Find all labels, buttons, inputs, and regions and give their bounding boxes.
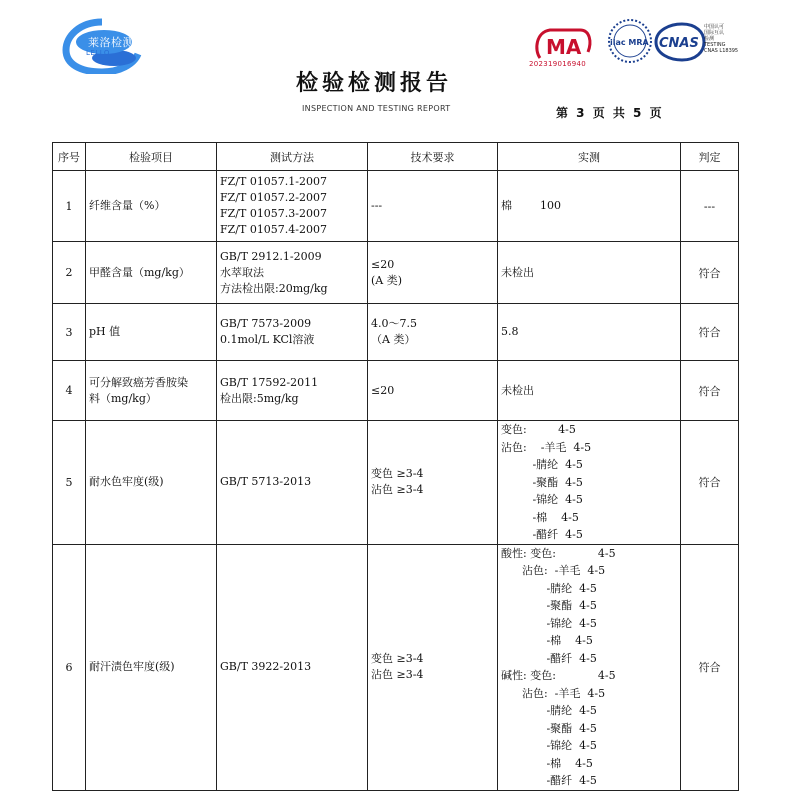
result-line: -腈纶 4-5 — [501, 458, 583, 471]
row-item — [86, 544, 217, 790]
row-verdict: --- — [681, 171, 739, 242]
result-line: 沾色: -羊毛 4-5 — [501, 564, 606, 577]
requirement-line: 4.0～7.5 — [371, 317, 417, 330]
row-item — [86, 421, 217, 545]
cnas-caption-line: 检测 — [704, 36, 715, 42]
result-line: 棉 100 — [501, 199, 561, 212]
requirement-line: --- — [371, 199, 383, 212]
item-line: 纤维含量（%） — [89, 199, 166, 212]
logo-subtext: LELLO — [86, 49, 110, 57]
header-method: 测试方法 — [217, 143, 368, 171]
cnas-text: CNAS — [659, 36, 699, 51]
row-item — [86, 304, 217, 361]
row-verdict: 符合 — [681, 421, 739, 545]
item-line: 耐水色牢度(级) — [89, 475, 164, 489]
row-result — [498, 171, 681, 242]
result-line: 5.8 — [501, 325, 519, 338]
method-line: GB/T 5713-2013 — [220, 475, 312, 489]
row-method — [217, 361, 368, 421]
row-verdict: 符合 — [681, 544, 739, 790]
result-line: -锦纶 4-5 — [501, 493, 583, 506]
method-line: 方法检出限:20mg/kg — [220, 281, 328, 295]
row-method — [217, 242, 368, 304]
report-subtitle: INSPECTION AND TESTING REPORT — [302, 104, 451, 113]
row-verdict: 符合 — [681, 304, 739, 361]
cnas-caption — [704, 24, 752, 54]
row-method — [217, 171, 368, 242]
table-row — [53, 171, 739, 242]
cnas-caption-line: 中国认可 — [704, 24, 725, 30]
method-line: GB/T 2912.1-2009 — [220, 249, 322, 263]
method-line: GB/T 17592-2011 — [220, 375, 319, 389]
result-line: 变色: 4-5 — [501, 423, 576, 436]
result-line: -醋纤 4-5 — [501, 528, 583, 541]
report-table — [52, 142, 739, 791]
row-result — [498, 361, 681, 421]
row-verdict: 符合 — [681, 242, 739, 304]
table-header-row — [53, 143, 739, 171]
ilac-mra-mark — [604, 18, 656, 64]
header-no: 序号 — [53, 143, 86, 171]
row-requirement — [368, 171, 498, 242]
cnas-caption-line: CNAS L18395 — [704, 48, 739, 54]
header-verdict: 判定 — [681, 143, 739, 171]
row-requirement — [368, 304, 498, 361]
row-no: 4 — [53, 361, 86, 421]
row-no: 1 — [53, 171, 86, 242]
result-line: -腈纶 4-5 — [501, 581, 597, 595]
row-no: 3 — [53, 304, 86, 361]
row-result — [498, 304, 681, 361]
method-line: GB/T 3922-2013 — [220, 660, 312, 673]
result-line: -腈纶 4-5 — [501, 704, 597, 717]
logo-text: 莱洛检测 — [88, 36, 134, 49]
table-row — [53, 421, 739, 545]
method-line: GB/T 7573-2009 — [220, 317, 312, 330]
table-row — [53, 304, 739, 361]
ilac-text: ilac MRA — [610, 38, 649, 47]
result-line: -棉 4-5 — [501, 510, 579, 524]
row-method — [217, 304, 368, 361]
row-verdict: 符合 — [681, 361, 739, 421]
row-no: 5 — [53, 421, 86, 545]
requirement-line: ≤20 — [371, 257, 395, 271]
row-item — [86, 171, 217, 242]
requirement-line: ≤20 — [371, 383, 395, 397]
method-line: 0.1mol/L KCl溶液 — [220, 333, 315, 346]
item-line: pH 值 — [89, 325, 121, 338]
requirement-line: (A 类) — [371, 273, 403, 287]
method-line: FZ/T 01057.1-2007 — [220, 175, 328, 188]
table-row — [53, 544, 739, 790]
table-row — [53, 361, 739, 421]
row-result — [498, 242, 681, 304]
row-no: 6 — [53, 544, 86, 790]
result-line: 碱性: 变色: 4-5 — [501, 669, 616, 682]
row-method — [217, 421, 368, 545]
result-line: -聚酯 4-5 — [501, 475, 583, 489]
method-line: FZ/T 01057.2-2007 — [220, 191, 328, 204]
row-method — [217, 544, 368, 790]
result-line: 沾色: -羊毛 4-5 — [501, 440, 592, 454]
requirement-line: 沾色 ≥3-4 — [371, 483, 424, 497]
row-requirement — [368, 421, 498, 545]
table-row — [53, 242, 739, 304]
report-title: 检验检测报告 — [296, 71, 453, 96]
item-line: 可分解致癌芳香胺染 — [89, 375, 188, 389]
row-requirement — [368, 242, 498, 304]
page-number: 第 3 页 共 5 页 — [556, 106, 664, 120]
row-requirement — [368, 361, 498, 421]
cnas-caption-line: TESTING — [704, 42, 726, 48]
row-no: 2 — [53, 242, 86, 304]
result-line: -锦纶 4-5 — [501, 739, 597, 752]
result-line: 未检出 — [501, 265, 534, 279]
header-result: 实测 — [498, 143, 681, 171]
result-line: -锦纶 4-5 — [501, 616, 597, 630]
requirement-line: 变色 ≥3-4 — [371, 467, 424, 481]
cnas-caption-line: 国际互认 — [704, 30, 725, 36]
cnas-mark — [652, 22, 708, 62]
requirement-line: 沾色 ≥3-4 — [371, 668, 424, 681]
row-item — [86, 242, 217, 304]
result-line: -聚酯 4-5 — [501, 599, 597, 612]
row-result — [498, 421, 681, 545]
cma-text: MA — [546, 35, 582, 59]
item-line: 甲醛含量（mg/kg） — [89, 265, 190, 279]
result-line: 酸性: 变色: 4-5 — [501, 546, 616, 560]
row-result — [498, 544, 681, 790]
cma-number: 202319016940 — [529, 60, 587, 68]
header-requirement: 技术要求 — [368, 143, 498, 171]
row-item — [86, 361, 217, 421]
requirement-line: 变色 ≥3-4 — [371, 652, 424, 665]
result-line: -棉 4-5 — [501, 634, 593, 647]
result-line: -棉 4-5 — [501, 756, 593, 770]
method-line: 检出限:5mg/kg — [220, 391, 299, 405]
result-line: -醋纤 4-5 — [501, 651, 597, 665]
method-line: FZ/T 01057.4-2007 — [220, 223, 328, 236]
item-line: 耐汗渍色牢度(级) — [89, 660, 175, 673]
requirement-line: （A 类） — [371, 333, 416, 346]
header-item: 检验项目 — [86, 143, 217, 171]
result-line: 未检出 — [501, 383, 534, 397]
result-line: -聚酯 4-5 — [501, 721, 597, 735]
row-requirement — [368, 544, 498, 790]
method-line: FZ/T 01057.3-2007 — [220, 207, 328, 220]
method-line: 水萃取法 — [220, 265, 264, 279]
result-line: -醋纤 4-5 — [501, 774, 597, 787]
item-line: 料（mg/kg） — [89, 391, 157, 405]
result-line: 沾色: -羊毛 4-5 — [501, 686, 606, 700]
